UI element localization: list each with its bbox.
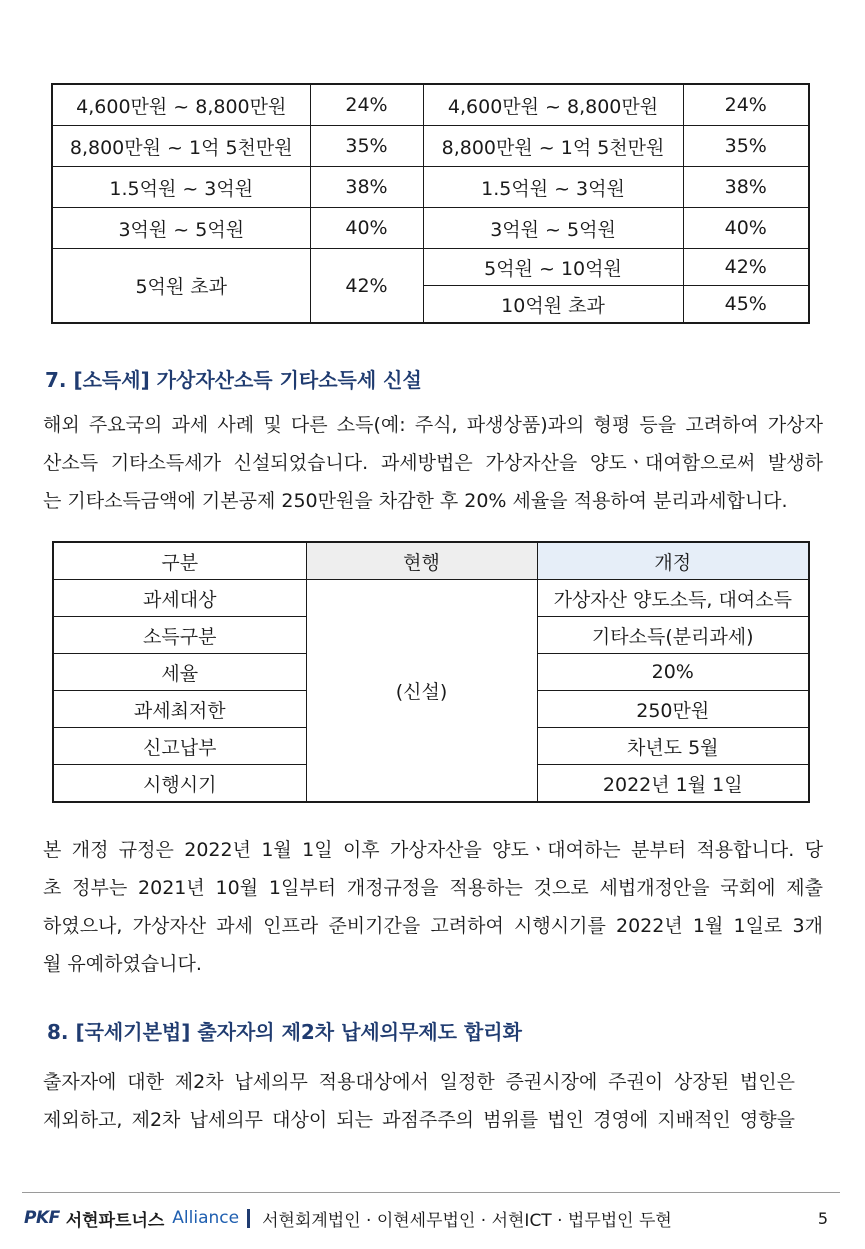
member-firms: 서현회계법인 · 이현세무법인 · 서현ICT · 법무법인 두현 bbox=[262, 1210, 672, 1231]
paragraph-line: 하였으나, 가상자산 과세 인프라 준비기간을 고려하여 시행시기를 2022년 1월 1일로 3개 bbox=[43, 915, 823, 937]
rate-revised: 45% bbox=[683, 286, 809, 324]
section-8-paragraph bbox=[43, 1063, 795, 1139]
table-row bbox=[52, 208, 809, 249]
effective-date-paragraph bbox=[43, 831, 823, 983]
row-label: 신고납부 bbox=[53, 728, 306, 765]
footer-divider bbox=[22, 1192, 840, 1193]
bracket-current: 3억원 ~ 5억원 bbox=[52, 208, 310, 249]
row-label: 세율 bbox=[53, 654, 306, 691]
rate-revised: 35% bbox=[683, 126, 809, 167]
revised-value: 기타소득(분리과세) bbox=[537, 617, 809, 654]
bracket-revised: 5억원 ~ 10억원 bbox=[423, 249, 683, 286]
header-category: 구분 bbox=[53, 542, 306, 580]
row-label: 시행시기 bbox=[53, 765, 306, 803]
rate-current: 42% bbox=[310, 249, 423, 324]
rate-current: 40% bbox=[310, 208, 423, 249]
section-7-paragraph bbox=[43, 406, 823, 520]
rate-revised: 24% bbox=[683, 84, 809, 126]
bracket-current: 8,800만원 ~ 1억 5천만원 bbox=[52, 126, 310, 167]
table-row bbox=[52, 167, 809, 208]
pkf-logo: PKF bbox=[24, 1208, 60, 1228]
page-number: 5 bbox=[817, 1208, 828, 1228]
firm-name: 서현파트너스 bbox=[65, 1210, 165, 1231]
bracket-revised: 8,800만원 ~ 1억 5천만원 bbox=[423, 126, 683, 167]
rate-revised: 38% bbox=[683, 167, 809, 208]
header-revised: 개정 bbox=[537, 542, 809, 580]
bracket-revised: 3억원 ~ 5억원 bbox=[423, 208, 683, 249]
bracket-current: 5억원 초과 bbox=[52, 249, 310, 324]
bracket-revised: 4,600만원 ~ 8,800만원 bbox=[423, 84, 683, 126]
revised-value: 가상자산 양도소득, 대여소득 bbox=[537, 580, 809, 617]
table-row bbox=[52, 126, 809, 167]
paragraph-line: 제외하고, 제2차 납세의무 대상이 되는 과점주주의 범위를 법인 경영에 지배적인 영향을 bbox=[43, 1109, 795, 1131]
paragraph-line: 초 정부는 2021년 10월 1일부터 개정규정을 적용하는 것으로 세법개정안을 국회에 제출 bbox=[43, 877, 823, 899]
paragraph-line: 는 기타소득금액에 기본공제 250만원을 차감한 후 20% 세율을 적용하여 분리과세합니다. bbox=[43, 490, 788, 512]
revised-value: 2022년 1월 1일 bbox=[537, 765, 809, 803]
page-footer bbox=[24, 1203, 834, 1233]
rate-revised: 42% bbox=[683, 249, 809, 286]
revised-value: 20% bbox=[537, 654, 809, 691]
table-row bbox=[52, 84, 809, 126]
paragraph-line: 월 유예하였습니다. bbox=[43, 953, 202, 975]
table-row bbox=[52, 249, 809, 286]
table-row bbox=[53, 580, 809, 617]
bracket-current: 1.5억원 ~ 3억원 bbox=[52, 167, 310, 208]
paragraph-line: 산소득 기타소득세가 신설되었습니다. 과세방법은 가상자산을 양도ㆍ대여함으로써 발생하 bbox=[43, 452, 823, 474]
bracket-current: 4,600만원 ~ 8,800만원 bbox=[52, 84, 310, 126]
table-header-row bbox=[53, 542, 809, 580]
tax-rate-table bbox=[51, 83, 810, 324]
rate-revised: 40% bbox=[683, 208, 809, 249]
bracket-revised: 10억원 초과 bbox=[423, 286, 683, 324]
alliance-label: Alliance bbox=[172, 1208, 240, 1228]
row-label: 과세대상 bbox=[53, 580, 306, 617]
revised-value: 차년도 5월 bbox=[537, 728, 809, 765]
revised-value: 250만원 bbox=[537, 691, 809, 728]
rate-current: 35% bbox=[310, 126, 423, 167]
footer-separator-bar bbox=[247, 1209, 250, 1228]
paragraph-line: 본 개정 규정은 2022년 1월 1일 이후 가상자산을 양도ㆍ대여하는 분부터 적용합니다. 당 bbox=[43, 839, 823, 861]
section-7-heading: 7. [소득세] 가상자산소득 기타소득세 신설 bbox=[45, 368, 422, 392]
rate-current: 38% bbox=[310, 167, 423, 208]
row-label: 소득구분 bbox=[53, 617, 306, 654]
virtual-asset-tax-table bbox=[52, 541, 810, 803]
current-value: (신설) bbox=[306, 580, 537, 803]
paragraph-line: 해외 주요국의 과세 사례 및 다른 소득(예: 주식, 파생상품)과의 형평 등을 고려하여 가상자 bbox=[43, 414, 823, 436]
row-label: 과세최저한 bbox=[53, 691, 306, 728]
rate-current: 24% bbox=[310, 84, 423, 126]
section-8-heading: 8. [국세기본법] 출자자의 제2차 납세의무제도 합리화 bbox=[47, 1020, 522, 1044]
paragraph-line: 출자자에 대한 제2차 납세의무 적용대상에서 일정한 증권시장에 주권이 상장된 법인은 bbox=[43, 1071, 795, 1093]
bracket-revised: 1.5억원 ~ 3억원 bbox=[423, 167, 683, 208]
header-current: 현행 bbox=[306, 542, 537, 580]
